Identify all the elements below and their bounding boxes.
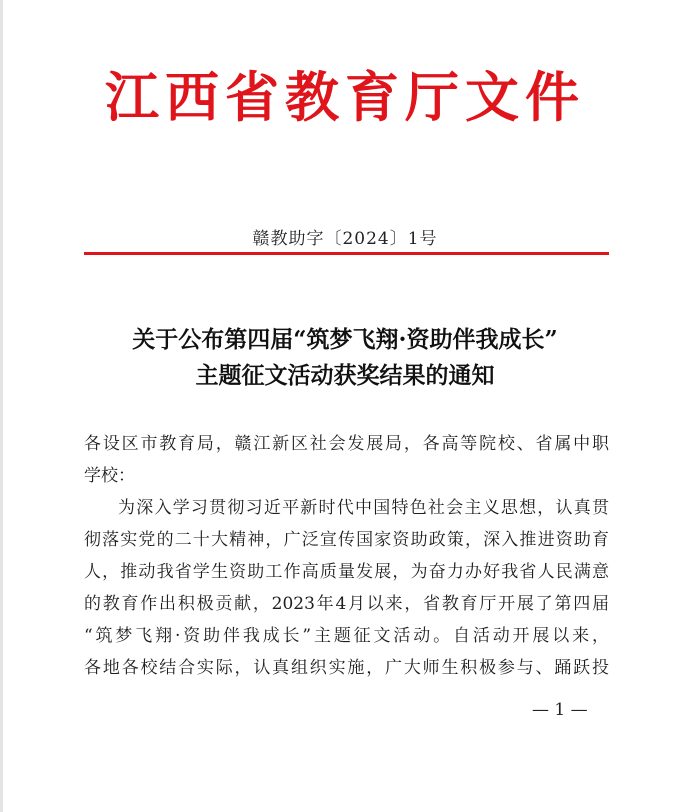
- paragraph-line: “筑梦飞翔·资助伴我成长”主题征文活动。自活动开展以来，: [84, 626, 609, 646]
- issuer-masthead: 江西省教育厅文件: [105, 65, 585, 129]
- salutation-line-1: 各设区市教育局，赣江新区社会发展局，各高等院校、省属中职: [84, 434, 609, 454]
- document-body: [84, 428, 609, 684]
- salutation-line-2: 学校：: [84, 466, 135, 486]
- title-line-2: 主题征文活动获奖结果的通知: [195, 362, 495, 389]
- title-line-1: 关于公布第四届“筑梦飞翔·资助伴我成长”: [132, 326, 558, 353]
- document-title: [0, 322, 690, 394]
- document-number: 赣教助字〔2024〕1号: [252, 229, 438, 249]
- page-number: — 1 —: [532, 700, 588, 720]
- paragraph-line: 人，推动我省学生资助工作高质量发展，为奋力办好我省人民满意: [84, 562, 609, 582]
- paragraph-line: 的教育作出积极贡献，2023年4月以来，省教育厅开展了第四届: [84, 594, 609, 614]
- paragraph-line: 彻落实党的二十大精神，广泛宣传国家资助政策，深入推进资助育: [84, 530, 609, 550]
- paragraph-line: 各地各校结合实际，认真组织实施，广大师生积极参与、踊跃投: [84, 658, 609, 678]
- red-divider-line: [84, 252, 609, 255]
- paragraph-line: 为深入学习贯彻习近平新时代中国特色社会主义思想，认真贯: [118, 498, 609, 518]
